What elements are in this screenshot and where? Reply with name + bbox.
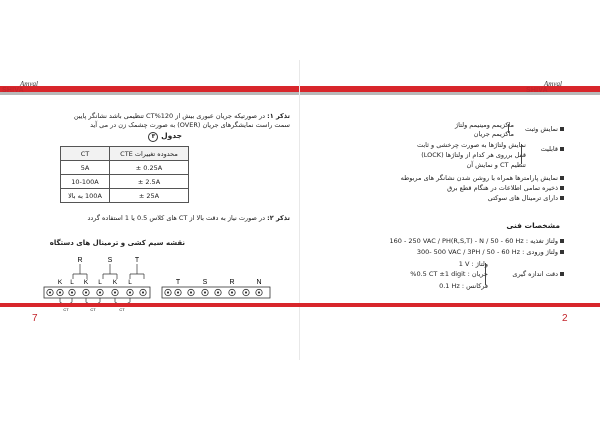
spec-label: جریان : xyxy=(467,270,488,278)
supply-label-s: S xyxy=(202,279,208,286)
feature-sub-item: ماکزیمم جریان xyxy=(473,130,514,138)
table-header-cte: محدوده تغییرات CTE xyxy=(110,147,189,161)
note1-line2: سمت راست نمایشگرهای جریان (OVER) به صورت چشمک زن در می آید xyxy=(90,121,290,129)
feature-item: قابلیت xyxy=(541,145,564,153)
feature-sub-item: نمایش ولتاژها به صورت چرخشی و ثابت xyxy=(416,141,526,149)
kl-label: L xyxy=(128,279,132,286)
brand-logo-right xyxy=(526,79,566,99)
kl-label: K xyxy=(83,279,89,286)
spec-sub-row xyxy=(410,270,488,278)
kl-label: K xyxy=(57,279,63,286)
spec-value: 300- 500 VAC / 3PH / 50 - 60 Hz xyxy=(416,248,520,256)
kl-label: L xyxy=(98,279,102,286)
specs-title: مشخصات فنی xyxy=(506,221,560,230)
note2-text: در صورت نیاز به دقت بالا از CT های کلاس 0.5 یا 1 استفاده گردد xyxy=(87,214,268,222)
page-number-left: 7 xyxy=(32,313,38,324)
note1-line1: در صورتیکه جریان عبوری بیش از 120%CT تنظیمی باشد نشانگر پایین xyxy=(73,112,268,120)
note2 xyxy=(87,214,290,222)
supply-label-n: N xyxy=(256,279,262,286)
spec-label: ولتاژ : xyxy=(471,260,488,268)
footer-band-left xyxy=(0,303,300,307)
spec-label: دقت اندازه گیری xyxy=(512,270,558,278)
cte-table xyxy=(60,146,189,203)
feature-sub-item: تنظیم CT و نمایش آن xyxy=(466,161,526,169)
right-page xyxy=(300,0,600,424)
feature-item: ذخیره تمامی اطلاعات در هنگام قطع برق xyxy=(447,184,564,192)
phase-label-r: R xyxy=(77,257,83,264)
table-row: 100A به بالا ± 25A xyxy=(61,189,189,203)
kl-label: L xyxy=(70,279,74,286)
table-title: جدول xyxy=(161,131,182,140)
feature-item: نمایش وثبت xyxy=(525,125,564,133)
page-number-right: 2 xyxy=(562,313,568,324)
ct-label: CT xyxy=(63,307,69,312)
table-caption xyxy=(148,132,182,142)
table-row: 5A ± 0.25A xyxy=(61,161,189,175)
supply-label-r: R xyxy=(229,279,235,286)
footer-band-right xyxy=(300,303,600,307)
ct-label: CT xyxy=(90,307,96,312)
table-number: ۳ xyxy=(148,132,158,142)
note1-title: تذکر ۱: xyxy=(267,112,290,120)
spec-label: ولتاژ تغذیه : xyxy=(525,237,558,245)
brand-script: Amval xyxy=(544,80,562,88)
feature-sub-item: قفل برروی هر کدام از ولتاژها (LOCK) xyxy=(421,151,526,159)
spec-value: 0.1 Hz xyxy=(439,282,460,290)
spec-label: فرکانس : xyxy=(461,282,488,290)
phase-label-t: T xyxy=(134,257,140,264)
supply-label-t: T xyxy=(175,279,181,286)
spec-sub-row xyxy=(459,260,488,268)
spec-label: ولتاژ ورودی : xyxy=(522,248,558,256)
phase-label-s: S xyxy=(107,257,113,264)
spec-row xyxy=(512,270,564,278)
feature-item: دارای ترمینال های سوکتی xyxy=(488,194,564,202)
ct-label: CT xyxy=(119,307,125,312)
spec-sub-row xyxy=(439,282,488,290)
brand-script: Amval xyxy=(20,80,38,88)
wiring-title: نقشه سیم کشی و ترمینال های دستگاه xyxy=(49,239,185,247)
brand-name: SHIVA xyxy=(2,87,24,94)
spec-value: %0.5 CT ±1 digit xyxy=(410,270,466,278)
note2-title: تذکر ۲: xyxy=(267,214,290,222)
spec-value: 160 - 250 VAC / PH(R,S,T) - N / 50 - 60 Hz xyxy=(389,237,524,245)
kl-label: K xyxy=(112,279,118,286)
note1 xyxy=(74,112,290,120)
table-header-ct: CT xyxy=(61,147,110,161)
brand-logo-left xyxy=(2,79,42,99)
spec-row xyxy=(417,248,564,256)
table-row: 10-100A ± 2.5A xyxy=(61,175,189,189)
feature-item: نمایش پارامترها همراه با روشن شدن نشانگر های مربوطه xyxy=(401,174,564,182)
spec-value: 1 V xyxy=(458,260,470,268)
spec-row xyxy=(389,237,564,245)
feature-sub-item: ماکزیمم ومینیمم ولتاژ xyxy=(455,121,514,129)
brand-name: SHIVA xyxy=(526,87,548,94)
